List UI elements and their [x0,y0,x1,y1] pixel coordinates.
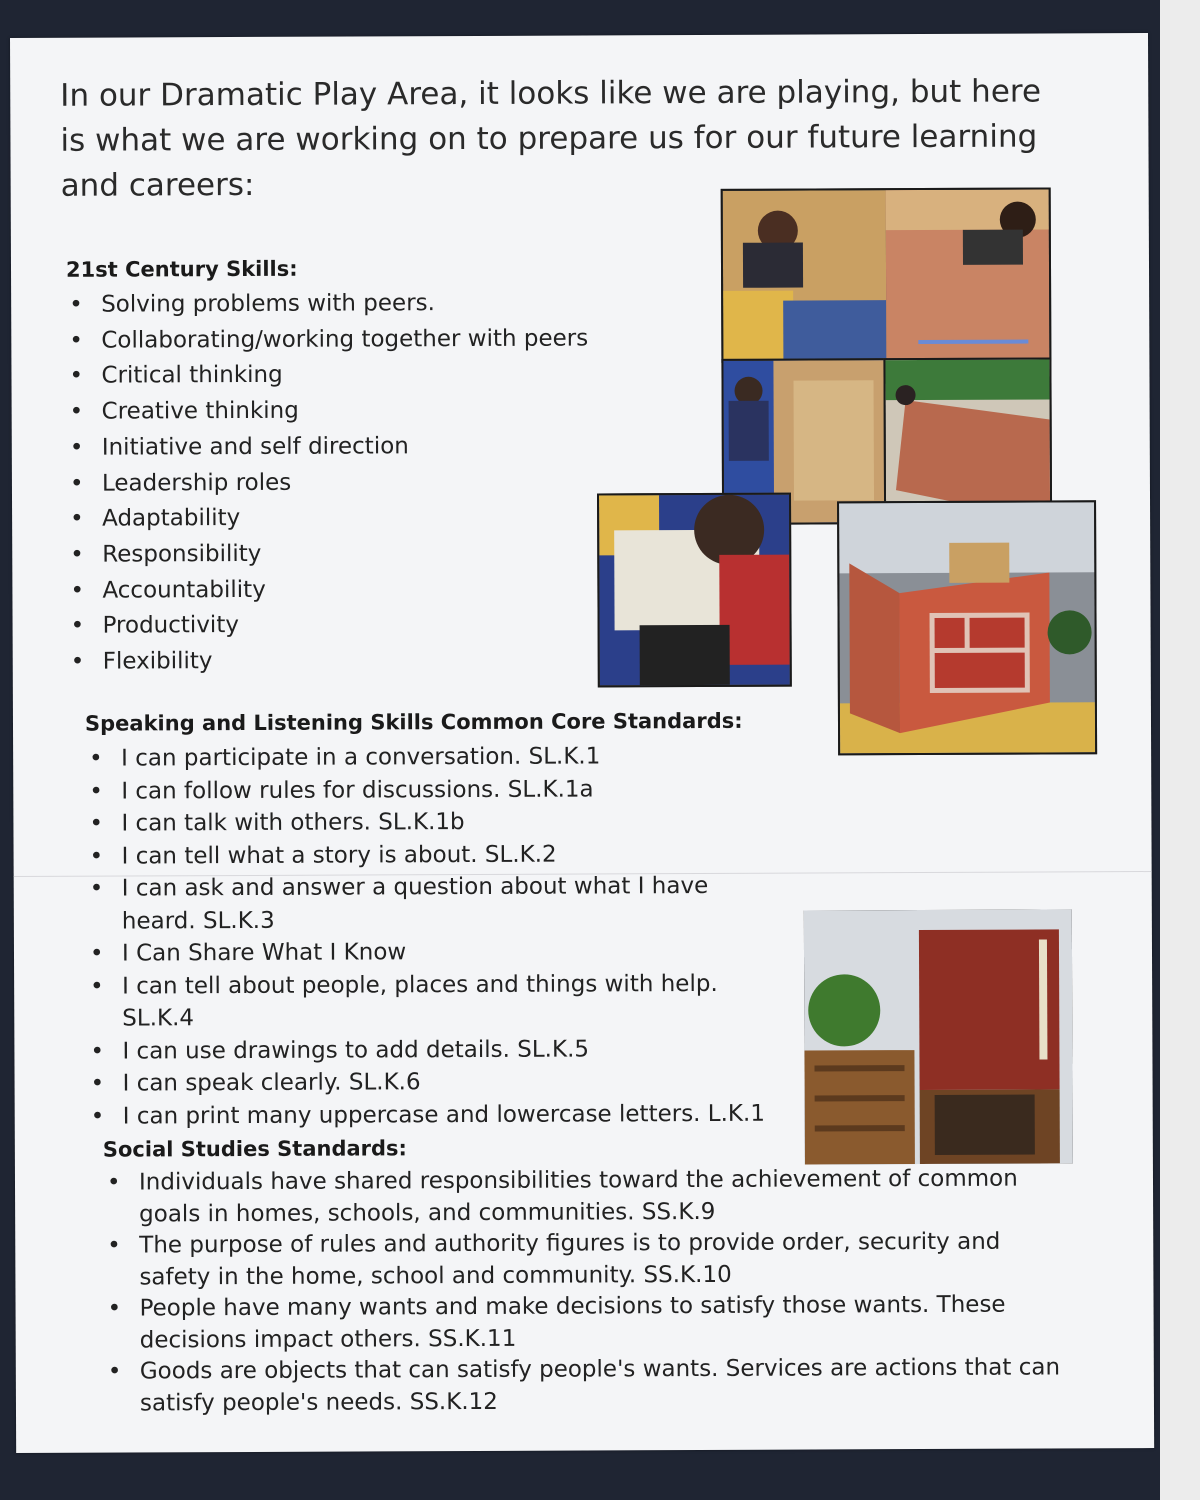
bullet-icon: • [69,470,84,497]
bullet-icon: • [69,327,83,354]
bullet-icon: • [90,1070,105,1097]
list-item-text: Productivity [102,612,239,639]
list-item [105,1226,1065,1293]
list-item-text: The purpose of rules and authority figures is to provide order, security and safety in the home, school and community. SS.K.10 [139,1228,1001,1290]
list-item-text: I can print many uppercase and lowercase letters. L.K.1 [122,1100,765,1130]
list-item-text: I Can Share What I Know [121,939,407,967]
list-item-text: Critical thinking [101,362,283,390]
list-item-text: Flexibility [102,648,213,675]
list-item-text: Initiative and self direction [101,433,409,461]
bullet-icon: • [89,745,103,772]
section-title-21st-century-skills: 21st Century Skills: [65,256,298,282]
photo-cardboard-house [837,500,1097,755]
bullet-icon: • [107,1358,122,1385]
list-item [88,935,788,971]
list-item [88,1032,788,1068]
list-item [68,428,628,466]
bullet-icon: • [70,541,84,568]
bullet-icon: • [89,940,104,967]
poster-sheet [10,33,1154,1453]
bullet-icon: • [89,875,104,902]
intro-text: In our Dramatic Play Area, it looks like we are playing, but here is what we are working on to prepare us for our future learning and careers: [60,73,1042,204]
bullet-icon: • [90,973,104,1000]
list-item [68,535,628,573]
list-item [67,285,627,323]
list-item-text: People have many wants and make decisions to satisfy those wants. These decisions impact others. SS.K.11 [139,1291,1006,1353]
list-item [88,967,788,1035]
list-item [88,1065,788,1101]
list-speaking-listening-standards [87,740,789,1133]
bullet-icon: • [90,1103,105,1130]
bullet-icon: • [107,1295,122,1322]
list-item [69,642,629,680]
list-item [87,772,787,808]
list-item [67,321,627,359]
photo-pretend-store [804,909,1073,1164]
list-item [68,392,628,430]
list-item-text: Leadership roles [101,469,292,497]
list-item-text: Accountability [102,576,266,604]
list-social-studies-standards [105,1163,1066,1419]
list-item [88,870,788,938]
list-item-text: I can follow rules for discussions. SL.K.1a [121,775,594,805]
list-item-text: I can participate in a conversation. SL.K.1 [121,743,601,772]
list-item-text: Individuals have shared responsibilities toward the achievement of common goals in homes, schools, and communities. SS.K.9 [138,1165,1018,1227]
list-item [105,1289,1065,1356]
bullet-icon: • [69,398,84,425]
list-item-text: Solving problems with peers. [101,290,435,318]
bullet-icon: • [89,810,104,837]
bullet-icon: • [70,613,85,640]
list-item-text: Collaborating/working together with peers [101,325,589,354]
bullet-icon: • [69,291,83,318]
list-item-text: Creative thinking [101,397,299,425]
list-item [68,607,628,645]
list-item [68,571,628,609]
list-item-text: Responsibility [102,540,262,568]
section-title-speaking-listening: Speaking and Listening Skills Common Core Standards: [84,708,743,736]
photo-cardboard-floor [883,357,1052,524]
list-item [89,1097,789,1133]
wall [1160,0,1200,1500]
section-title-social-studies: Social Studies Standards: [102,1136,407,1162]
list-item-text: I can use drawings to add details. SL.K.5 [122,1035,590,1065]
list-item-text: I can tell what a story is about. SL.K.2 [121,841,557,870]
bullet-icon: • [89,778,103,805]
bullet-icon: • [106,1169,121,1196]
list-item [68,500,628,538]
list-item [88,837,788,873]
bullet-icon: • [89,843,104,870]
list-item [67,357,627,395]
bullet-icon: • [107,1232,121,1259]
list-item [68,464,628,502]
bullet-icon: • [70,648,85,675]
list-21st-century-skills [67,285,629,680]
bullet-icon: • [90,1038,105,1065]
list-item-text: Goods are objects that can satisfy people's wants. Services are actions that can satisfy people's needs. SS.K.12 [139,1354,1061,1416]
bullet-icon: • [69,434,84,461]
bullet-icon: • [70,505,84,532]
bullet-icon: • [69,363,84,390]
list-item [106,1352,1066,1419]
list-item [87,805,787,841]
photo-children-building-blocks [721,187,1052,362]
list-item-text: I can tell about people, places and things with help. SL.K.4 [122,970,718,1032]
list-item-text: I can ask and answer a question about what I have heard. SL.K.3 [121,872,709,935]
list-item-text: I can speak clearly. SL.K.6 [122,1069,421,1097]
bullet-icon: • [70,577,85,604]
list-item-text: Adaptability [102,505,241,532]
list-item-text: I can talk with others. SL.K.1b [121,809,465,837]
list-item [105,1163,1065,1230]
list-item [87,740,787,776]
